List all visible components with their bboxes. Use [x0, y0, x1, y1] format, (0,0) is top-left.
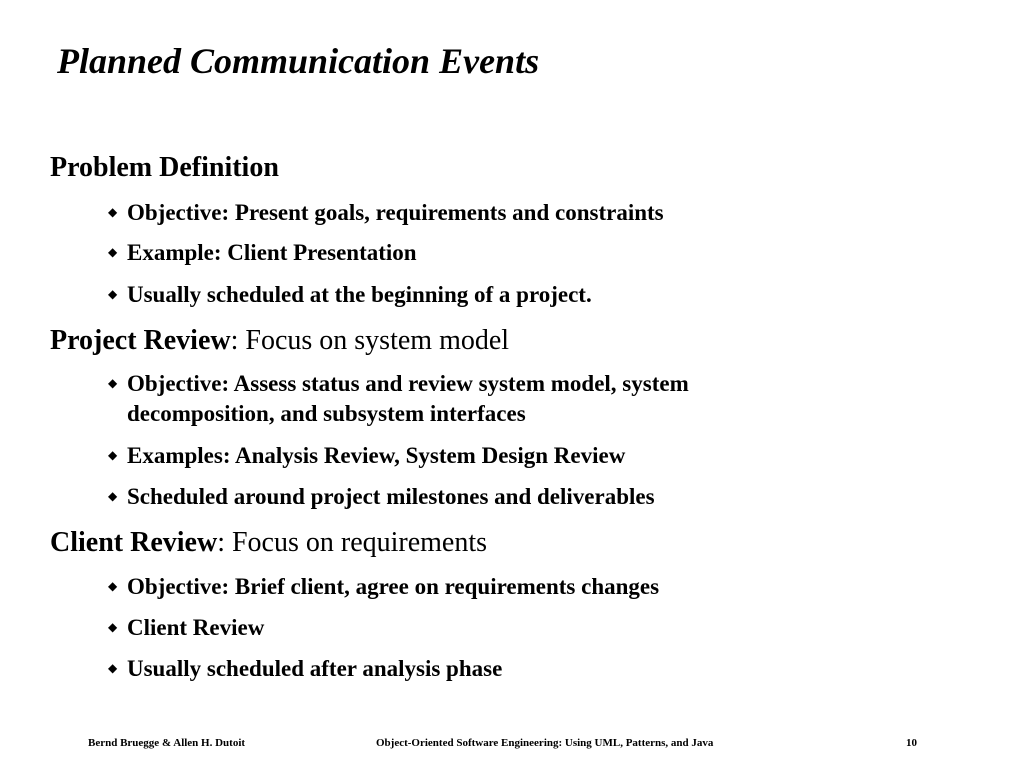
bullet-text: Client Review	[127, 615, 265, 640]
list-item	[108, 482, 948, 512]
section-project-review	[50, 324, 509, 358]
diamond-bullet-icon: ◆	[108, 579, 118, 593]
footer-page-number: 10	[906, 737, 917, 749]
section-subtitle: : Focus on requirements	[217, 527, 488, 558]
list-item	[108, 238, 948, 268]
list-item	[108, 654, 948, 684]
diamond-bullet-icon: ◆	[108, 287, 118, 301]
list-item	[108, 572, 948, 602]
bullet-text: Objective: Assess status and review system model, system decomposition, and subsystem interfaces	[127, 371, 689, 426]
footer-authors: Bernd Bruegge & Allen H. Dutoit	[88, 737, 246, 749]
section-problem-definition	[50, 151, 279, 185]
list-item	[108, 369, 948, 429]
section-subtitle: : Focus on system model	[230, 325, 510, 356]
bullet-text: Objective: Present goals, requirements and constraints	[127, 200, 664, 225]
diamond-bullet-icon: ◆	[108, 620, 118, 634]
slide-title: Planned Communication Events	[57, 41, 540, 81]
section-client-review	[50, 526, 487, 560]
bullet-text: Scheduled around project milestones and deliverables	[127, 484, 655, 509]
list-item	[108, 613, 948, 643]
bullet-text: Usually scheduled after analysis phase	[127, 656, 503, 681]
section-heading: Client Review	[50, 527, 218, 558]
list-item	[108, 280, 948, 310]
bullet-text: Usually scheduled at the beginning of a project.	[127, 282, 592, 307]
diamond-bullet-icon: ◆	[108, 245, 118, 259]
diamond-bullet-icon: ◆	[108, 489, 118, 503]
diamond-bullet-icon: ◆	[108, 661, 118, 675]
list-item	[108, 441, 948, 471]
diamond-bullet-icon: ◆	[108, 205, 118, 219]
list-item	[108, 198, 948, 228]
section-heading: Project Review	[50, 325, 231, 356]
bullet-text: Objective: Brief client, agree on requirements changes	[127, 574, 660, 599]
footer-book-title: Object-Oriented Software Engineering: Using UML, Patterns, and Java	[376, 737, 714, 749]
bullet-text: Examples: Analysis Review, System Design Review	[127, 443, 626, 468]
bullet-text: Example: Client Presentation	[127, 240, 417, 265]
section-heading: Problem Definition	[50, 152, 279, 183]
diamond-bullet-icon: ◆	[108, 376, 118, 390]
diamond-bullet-icon: ◆	[108, 448, 118, 462]
